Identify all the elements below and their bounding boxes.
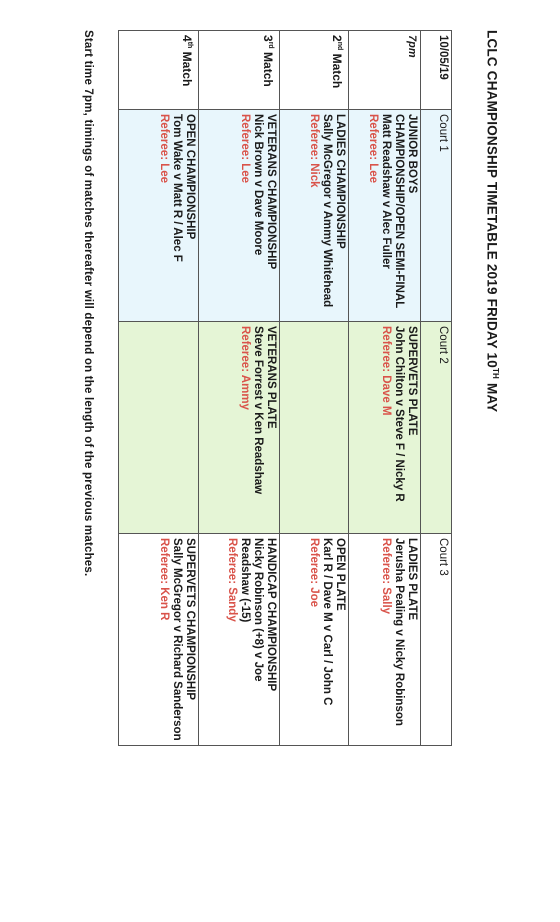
match-cell [199, 322, 279, 534]
match-number: 4 [180, 35, 195, 42]
match-number: 3 [260, 35, 275, 42]
court-3-header: Court 3 [421, 534, 452, 746]
match-players: Sally McGregor v Richard Sanderson [171, 538, 184, 741]
page-title [474, 30, 500, 760]
match-referee: Referee: Lee [158, 114, 171, 184]
row-label-cell [119, 31, 199, 110]
match-cell [349, 534, 421, 746]
table-row [279, 31, 349, 746]
match-players: John Chilton v Steve F / Nicky R [393, 326, 405, 502]
table-row [349, 31, 421, 746]
timetable [118, 30, 452, 746]
match-cell [349, 110, 421, 322]
start-time: 7pm [406, 35, 418, 58]
match-players: Nicky Robinson (+8) v Joe Readshaw (-15) [238, 538, 264, 682]
match-cell [119, 534, 199, 746]
footer-note: Start time 7pm, timings of matches thereafter will depend on the length of the previous matches. [82, 30, 94, 577]
match-word: Match [180, 48, 195, 87]
title-text: LCLC CHAMPIONSHIP TIMETABLE 2019 FRIDAY 10 [484, 30, 500, 368]
match-category: JUNIOR BOYS CHAMPIONSHIP/OPEN SEMI-FINAL [393, 114, 418, 309]
table-row [199, 31, 279, 746]
match-referee: Referee: Nick [308, 114, 321, 188]
match-number: 2 [330, 35, 345, 42]
match-referee: Referee: Ammy [238, 326, 251, 410]
match-players: Matt Readshaw v Alec Fuller [380, 114, 392, 269]
match-category: SUPERVETS PLATE [406, 326, 418, 436]
match-category: LADIES CHAMPIONSHIP [334, 114, 347, 249]
match-number-label [180, 35, 194, 86]
match-players: Jerusha Pealing v Nicky Robinson [393, 538, 405, 726]
match-referee: Referee: Dave M [380, 326, 392, 416]
match-cell [119, 110, 199, 322]
match-referee: Referee: Lee [367, 114, 379, 184]
match-referee: Referee: Sally [380, 538, 392, 615]
match-players: Karl R / Dave M v Carl / John C [321, 538, 334, 706]
court-1-header: Court 1 [421, 110, 452, 322]
table-row [119, 31, 199, 746]
match-word: Match [260, 48, 275, 87]
match-cell [279, 534, 349, 746]
match-number-suffix: nd [336, 41, 344, 51]
match-referee: Referee: Joe [308, 538, 321, 608]
title-text-end: MAY [484, 379, 500, 413]
match-category: VETERANS PLATE [264, 326, 277, 429]
match-category: OPEN CHAMPIONSHIP [184, 114, 197, 240]
match-number-label [261, 35, 275, 87]
row-label-cell [349, 31, 421, 110]
match-referee: Referee: Ken R [158, 538, 171, 621]
match-players: Tom Wake v Matt R / Alec F [171, 114, 184, 262]
match-players: Nick Brown v Dave Moore [251, 114, 264, 256]
match-cell [199, 110, 279, 322]
match-cell [279, 110, 349, 322]
match-players: Sally McGregor v Ammy Whitehead [321, 114, 334, 308]
match-category: VETERANS CHAMPIONSHIP [264, 114, 277, 270]
title-superscript: TH [491, 367, 500, 380]
match-category: LADIES PLATE [406, 538, 418, 621]
rotated-page [60, 30, 500, 760]
match-number-suffix: rd [266, 41, 274, 49]
match-players: Steve Forrest v Ken Readshaw [251, 326, 264, 495]
match-cell-empty [119, 322, 199, 534]
match-category: SUPERVETS CHAMPIONSHIP [184, 538, 197, 701]
row-label-cell [279, 31, 349, 110]
match-category: OPEN PLATE [334, 538, 347, 611]
match-number-label [330, 35, 344, 88]
match-referee: Referee: Lee [238, 114, 251, 184]
match-cell [199, 534, 279, 746]
match-category: HANDICAP CHAMPIONSHIP [264, 538, 277, 692]
header-row [421, 31, 452, 746]
match-number-suffix: th [186, 41, 194, 49]
match-cell-empty [279, 322, 349, 534]
date-cell: 10/05/19 [421, 31, 452, 110]
match-cell [349, 322, 421, 534]
row-label-cell [199, 31, 279, 110]
match-referee: Referee: Sandy [225, 538, 238, 622]
match-word: Match [330, 50, 345, 89]
court-2-header: Court 2 [421, 322, 452, 534]
